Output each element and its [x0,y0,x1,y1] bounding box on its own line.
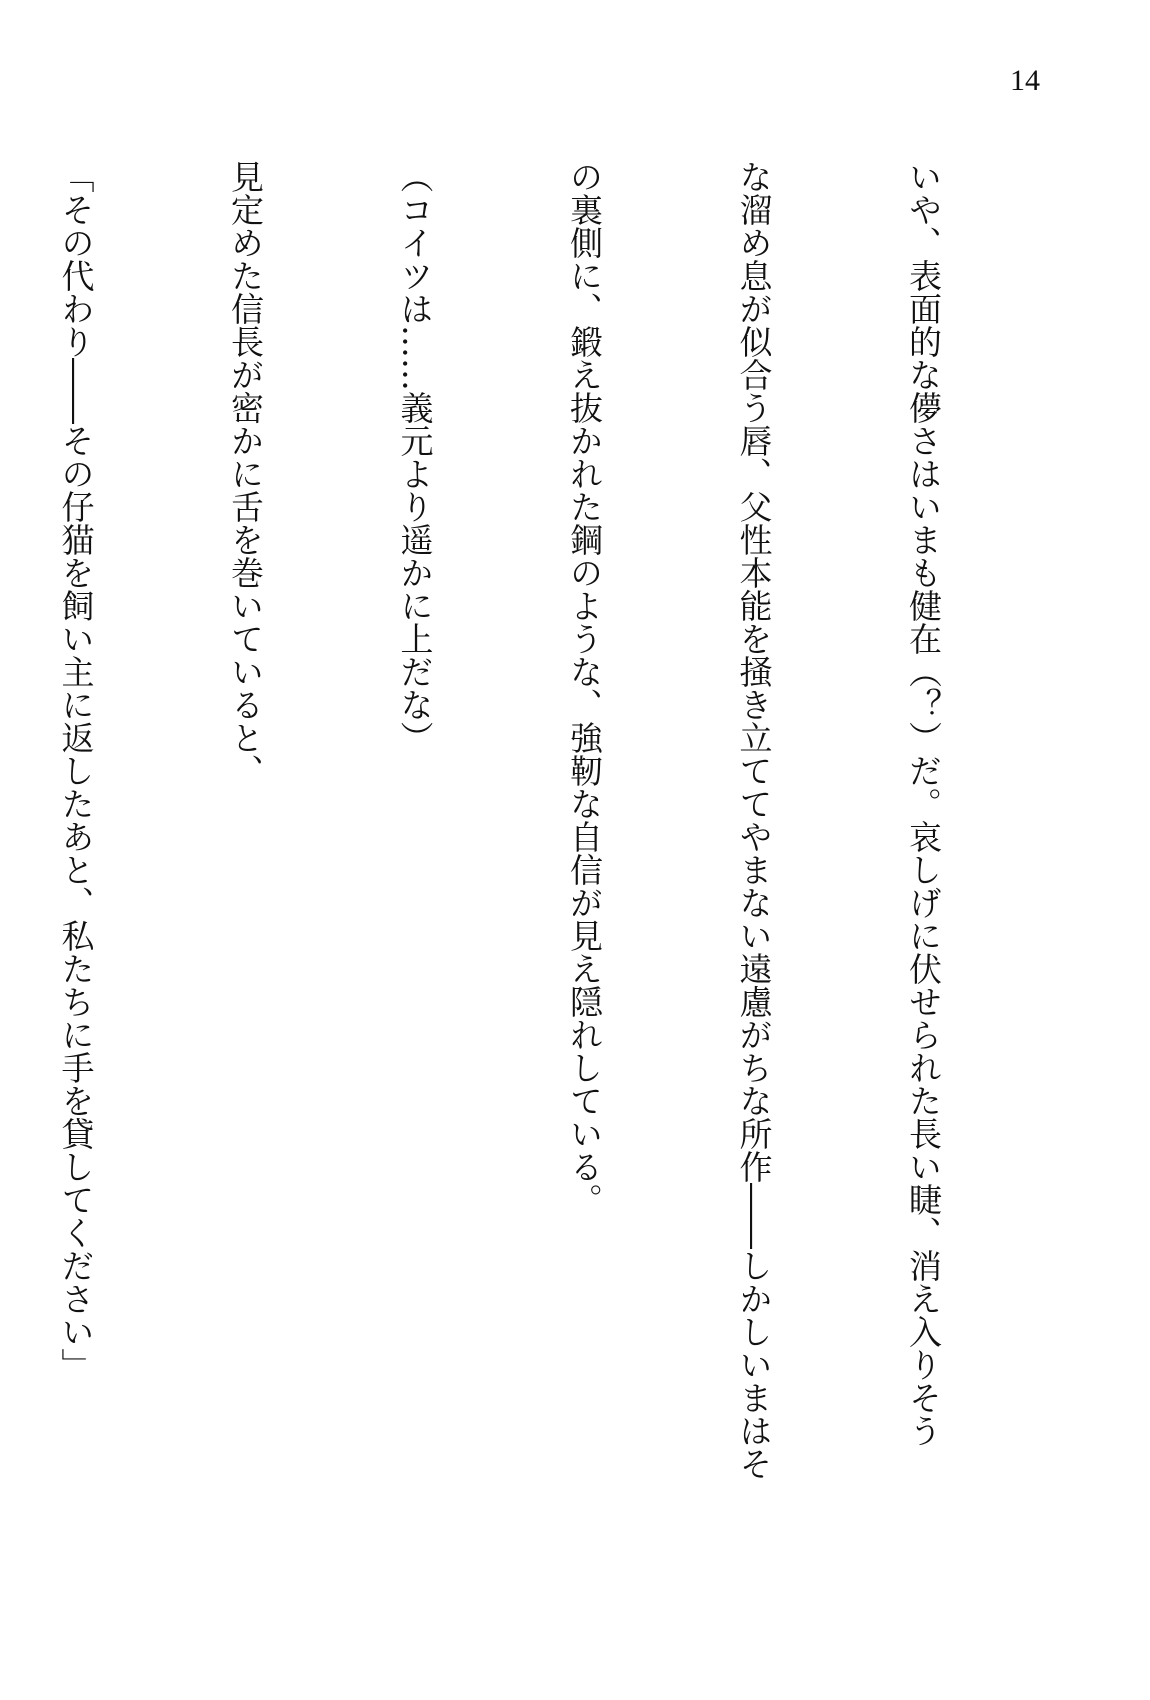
page-number: 14 [1010,64,1040,97]
text-line: いや、表面的な儚さはいまも健在（？）だ。哀しげに伏せられた長い睫、消え入りそう [904,160,943,1447]
text-line: 「その代わり――その仔猫を飼い主に返したあと、私たちに手を貸してください」 [56,160,96,1381]
text-line: の裏側に、鍛え抜かれた鋼のような、強靭な自信が見え隠れしている。 [565,160,604,1216]
body-text [54,160,1064,1590]
text-line: （コイツは……義元より遥かに上だな） [395,160,435,754]
text-line: な溜め息が似合う唇、父性本能を掻き立ててやまない遠慮がちな所作――しかしいまはそ [734,160,774,1480]
text-line: 見定めた信長が密かに舌を巻いていると、 [226,160,265,787]
